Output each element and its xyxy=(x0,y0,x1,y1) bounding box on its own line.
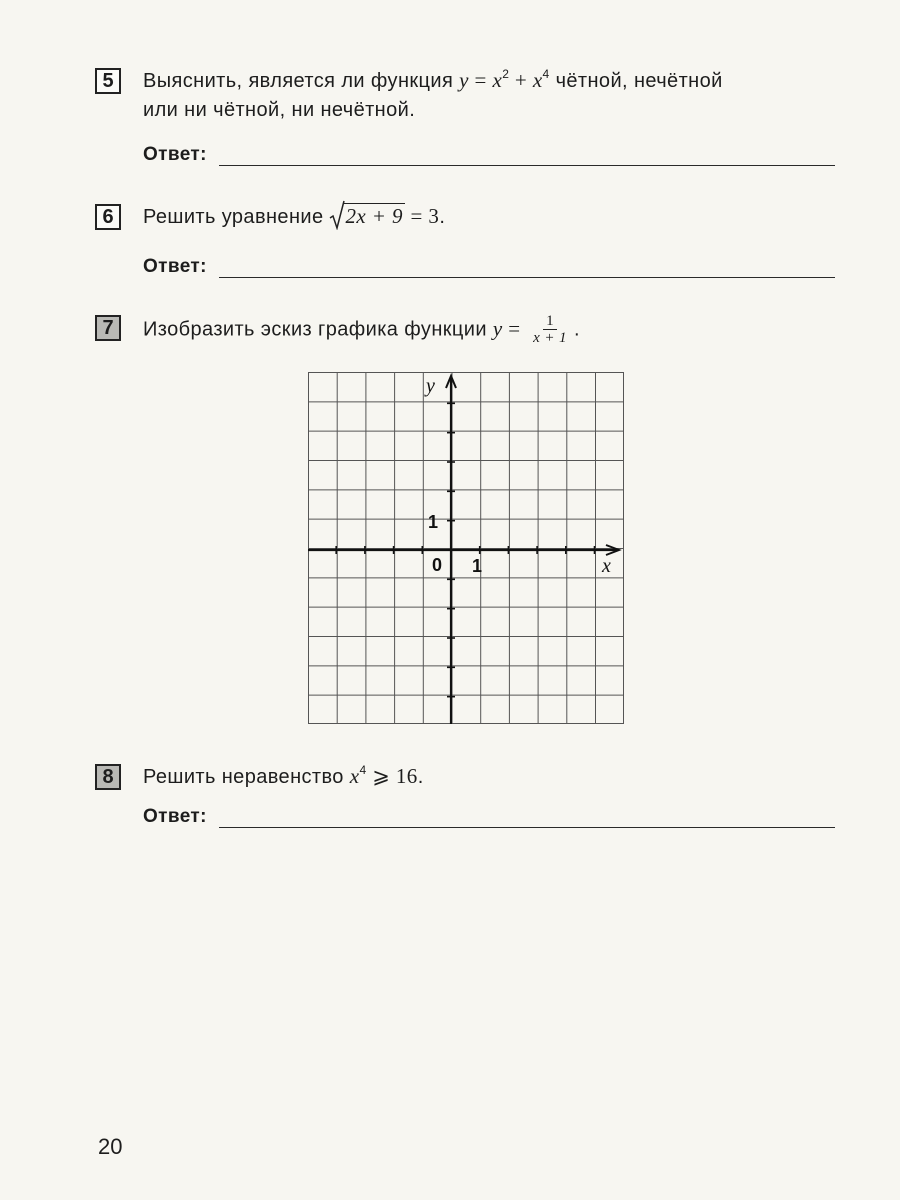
axis-y-label: y xyxy=(426,375,435,397)
task-8-answer-row xyxy=(143,806,835,828)
fraction: $\frac{1}{x + 1}$ xyxy=(533,313,567,346)
unit-x-label: 1 xyxy=(472,556,483,576)
task-number-badge: 7 xyxy=(95,315,121,341)
answer-line[interactable] xyxy=(219,147,835,166)
page-number: 20 xyxy=(98,1134,123,1159)
task-number-badge: 8 xyxy=(95,764,121,790)
origin-label: 0 xyxy=(432,555,443,575)
grid-svg[interactable] xyxy=(308,372,624,724)
task-number-badge: 6 xyxy=(95,204,121,230)
task-8-question: Решить неравенство $x^4$ ⩾ 16. xyxy=(143,763,424,788)
task-5-answer-row xyxy=(143,144,835,166)
task-7-question: Изобразить эскиз графика функции y = $\frac{1}{x + 1}$ . xyxy=(143,313,580,346)
coordinate-grid[interactable] xyxy=(308,372,624,729)
answer-label: Ответ: xyxy=(143,144,207,165)
task-5-question: Выяснить, является ли функция $y = x^2 + x^4$ чётной, нечётной или ни чётной, ни нечётной. xyxy=(143,67,723,121)
answer-label: Ответ: xyxy=(143,806,207,827)
axis-x-label: x xyxy=(602,555,611,577)
task-6-question: Решить уравнение 2x + 9 = 3. xyxy=(143,202,835,232)
task-6-answer-row xyxy=(143,256,835,278)
task-number-badge: 5 xyxy=(95,68,121,94)
answer-line[interactable] xyxy=(219,259,835,278)
unit-y-label: 1 xyxy=(428,512,439,532)
answer-label: Ответ: xyxy=(143,256,207,277)
answer-line[interactable] xyxy=(219,809,835,828)
radical-sign-icon xyxy=(329,200,345,230)
square-root-expression: 2x + 9 xyxy=(329,202,404,231)
